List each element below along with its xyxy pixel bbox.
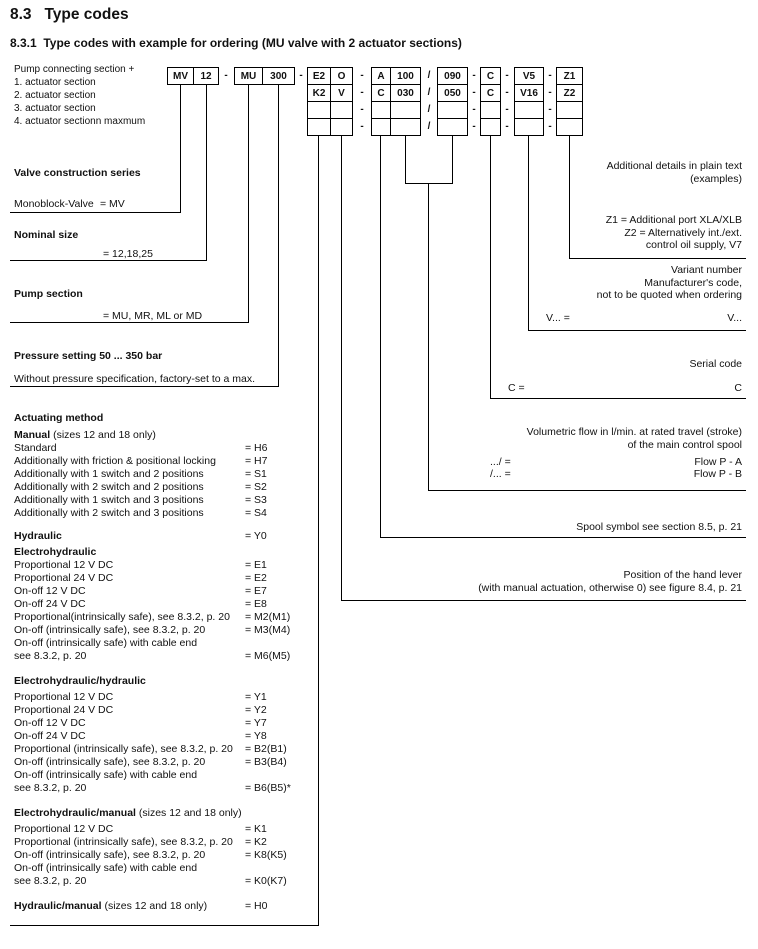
code-box-r1-size: 12	[193, 67, 219, 85]
variant-number-title	[597, 264, 742, 302]
separator-dash: -	[360, 104, 364, 115]
actuating-row-code: = M2(M1)	[245, 611, 291, 623]
actuating-row	[14, 743, 394, 756]
actuating-row-bold: Hydraulic	[14, 530, 62, 542]
separator-dash: -	[224, 70, 228, 81]
actuating-row	[14, 675, 394, 688]
code-box-r3-flow-b	[437, 101, 468, 119]
separator-slash: /	[427, 87, 431, 98]
code-box-r3-serial	[480, 101, 501, 119]
actuating-row-code: = H7	[245, 455, 268, 467]
separator-slash: /	[427, 121, 431, 132]
separator-dash: -	[299, 70, 303, 81]
pump-section-code: = MU, MR, ML or MD	[103, 310, 203, 322]
code-box-r1-flow-b: 090	[437, 67, 468, 85]
code-box-r1-pump: MU	[234, 67, 263, 85]
line-serial-code	[490, 398, 746, 399]
code-box-r2-variant: V16	[514, 84, 544, 102]
serial-left-code: C =	[508, 382, 525, 394]
serial-right-code: C	[734, 382, 742, 394]
actuating-row	[14, 429, 394, 442]
actuating-row-text: Proportional(intrinsically safe), see 8.3.2, p. 20	[14, 611, 230, 623]
heading-nominal-size: Nominal size	[14, 229, 79, 241]
code-box-r1-variant: V5	[514, 67, 544, 85]
separator-dash: -	[548, 87, 552, 98]
variant-title-line: Manufacturer's code,	[644, 276, 742, 289]
code-box-r3-variant	[514, 101, 544, 119]
separator-dash: -	[360, 87, 364, 98]
code-box-r4-flow-b	[437, 118, 468, 136]
actuating-row-text: On-off 24 V DC	[14, 730, 86, 742]
actuating-row-text: On-off 24 V DC	[14, 598, 86, 610]
actuating-row-code: = B6(B5)*	[245, 782, 291, 794]
actuating-row	[14, 691, 394, 704]
volumetric-flow-title	[527, 426, 742, 451]
actuating-row-text: Proportional 12 V DC	[14, 559, 114, 571]
actuating-row-text: Additionally with 1 switch and 2 positions	[14, 468, 204, 480]
actuating-row	[14, 900, 394, 913]
code-box-r1-spool: A	[371, 67, 391, 85]
actuating-row-text: Additionally with 2 switch and 2 positions	[14, 481, 204, 493]
separator-dash: -	[505, 121, 509, 132]
code-box-r2-plain: Z2	[556, 84, 583, 102]
variant-left-code: V... =	[546, 312, 570, 324]
actuating-row-code: = Y1	[245, 691, 267, 703]
pump-connecting-label	[14, 63, 145, 128]
code-box-r3-spool	[371, 101, 391, 119]
actuating-row-text: On-off (intrinsically safe) with cable end	[14, 769, 198, 781]
plain-text-title	[607, 160, 742, 185]
label-line: 1. actuator section	[14, 77, 96, 88]
actuating-row	[14, 862, 394, 875]
variant-title-line: Variant number	[670, 264, 742, 276]
code-box-r2-spool: C	[371, 84, 391, 102]
actuating-row-text: Additionally with 1 switch and 3 positions	[14, 494, 204, 506]
code-box-r4-spool	[371, 118, 391, 136]
actuating-row-text: On-off (intrinsically safe), see 8.3.2, p. 20	[14, 756, 206, 768]
actuating-row-text: On-off 12 V DC	[14, 585, 86, 597]
actuating-row-code: = K2	[245, 836, 267, 848]
separator-dash: -	[360, 121, 364, 132]
separator-dash: -	[472, 87, 476, 98]
actuating-row	[14, 836, 394, 849]
actuating-row-text: (sizes 12 and 18 only)	[135, 807, 242, 819]
actuating-row	[14, 849, 394, 862]
flow-b-row	[0, 468, 742, 480]
flow-a-right-label: Flow P - A	[694, 456, 742, 468]
line-hand-lever	[341, 600, 746, 601]
line-pressure-column	[278, 85, 279, 386]
actuating-row-code: = E7	[245, 585, 267, 597]
code-box-r4-variant	[514, 118, 544, 136]
code-box-r1-flow-a: 100	[390, 67, 421, 85]
code-box-r3-act	[307, 101, 331, 119]
plain-text-example: control oil supply, V7	[645, 239, 742, 251]
plain-text-example: Z1 = Additional port XLA/XLB	[605, 214, 742, 226]
code-box-r4-plain	[556, 118, 583, 136]
actuating-row-text: (sizes 12 and 18 only)	[50, 429, 156, 441]
actuating-row-code: = E1	[245, 559, 267, 571]
heading-pressure-setting: Pressure setting 50 ... 350 bar	[14, 350, 163, 362]
actuating-row-text: On-off 12 V DC	[14, 717, 86, 729]
variant-title-line: not to be quoted when ordering	[596, 289, 742, 301]
actuating-row-code: = K8(K5)	[245, 849, 287, 861]
actuating-row-text: Proportional (intrinsically safe), see 8.3.2, p. 20	[14, 743, 233, 755]
code-box-r1-press: 300	[262, 67, 295, 85]
line-size-column	[206, 85, 207, 260]
flow-b-left-code: /... =	[490, 468, 511, 480]
section-title: 8.3 Type codes	[10, 6, 129, 23]
actuating-row-text: Additionally with 2 switch and 3 positions	[14, 507, 204, 519]
actuating-row	[14, 782, 394, 795]
code-box-r1-plain: Z1	[556, 67, 583, 85]
line-variant-column	[528, 136, 529, 330]
code-box-r3-flow-a	[390, 101, 421, 119]
actuating-row-text: Proportional 12 V DC	[14, 823, 114, 835]
line-plain-text	[569, 258, 746, 259]
valve-series-code: = MV	[100, 198, 125, 210]
actuating-row-text: On-off (intrinsically safe) with cable end	[14, 862, 198, 874]
plain-text-example: Z2 = Alternatively int./ext.	[624, 226, 742, 239]
actuating-row-code: = K0(K7)	[245, 875, 287, 887]
actuating-row	[14, 530, 394, 543]
plain-text-examples	[606, 214, 742, 252]
actuating-row	[14, 637, 394, 650]
line-flow-a-column	[405, 136, 406, 183]
line-spool-symbol	[380, 537, 746, 538]
separator-dash: -	[472, 104, 476, 115]
heading-valve-series: Valve construction series	[14, 167, 141, 179]
separator-dash: -	[505, 70, 509, 81]
actuating-row-text: Standard	[14, 442, 57, 454]
actuating-row-code: = E8	[245, 598, 267, 610]
label-line: 3. actuator section	[14, 103, 96, 114]
actuating-row-code: = B2(B1)	[245, 743, 287, 755]
actuating-row	[14, 769, 394, 782]
actuating-row	[14, 730, 394, 743]
line-flow-b-column	[452, 136, 453, 183]
line-volumetric-flow	[428, 490, 746, 491]
actuating-row-code: = Y8	[245, 730, 267, 742]
actuating-row-text: see 8.3.2, p. 20	[14, 650, 87, 662]
code-box-r2-serial: C	[480, 84, 501, 102]
plain-text-title-line: Additional details in plain text	[606, 160, 742, 172]
hand-lever-line: Position of the hand lever	[623, 569, 742, 581]
actuating-row-code: = M6(M5)	[245, 650, 291, 662]
actuating-row	[14, 756, 394, 769]
line-variant-number	[528, 330, 746, 331]
flow-b-right-label: Flow P - B	[693, 468, 742, 480]
pressure-setting-note: Without pressure specification, factory-set to a max.	[14, 373, 256, 385]
actuating-row-text: On-off (intrinsically safe), see 8.3.2, p. 20	[14, 624, 206, 636]
actuating-row	[14, 494, 394, 507]
actuating-row	[14, 624, 394, 637]
label-line: 4. actuator sectionn maxmum	[14, 116, 146, 127]
heading-pump-section: Pump section	[14, 288, 83, 300]
nominal-size-code: = 12,18,25	[103, 248, 153, 260]
flow-title-line: of the main control spool	[627, 438, 742, 451]
actuating-row-text: On-off (intrinsically safe) with cable end	[14, 637, 198, 649]
code-box-r3-lever	[330, 101, 353, 119]
actuating-row-bold: Electrohydraulic/manual	[14, 807, 136, 819]
separator-dash: -	[548, 104, 552, 115]
code-box-r4-flow-a	[390, 118, 421, 136]
separator-slash: /	[427, 104, 431, 115]
actuating-row-code: = Y7	[245, 717, 267, 729]
actuating-row	[14, 585, 394, 598]
actuating-row-text: Additionally with friction & positional locking	[14, 455, 216, 467]
line-mv-column	[180, 85, 181, 212]
actuating-row	[14, 875, 394, 888]
separator-dash: -	[505, 87, 509, 98]
line-pump-column	[248, 85, 249, 322]
actuating-row-text: Proportional 24 V DC	[14, 704, 114, 716]
code-box-r1-lever: O	[330, 67, 353, 85]
actuating-row	[14, 717, 394, 730]
separator-dash: -	[548, 121, 552, 132]
actuating-row	[14, 572, 394, 585]
actuating-row	[14, 546, 394, 559]
actuating-row-text: Proportional 12 V DC	[14, 691, 114, 703]
code-box-r2-flow-a: 030	[390, 84, 421, 102]
actuating-row-text: Proportional 24 V DC	[14, 572, 114, 584]
line-serial-column	[490, 136, 491, 398]
separator-dash: -	[472, 70, 476, 81]
flow-a-row	[0, 456, 742, 468]
actuating-row-text: see 8.3.2, p. 20	[14, 875, 87, 887]
actuating-row-code: = S3	[245, 494, 267, 506]
line-flow-join	[405, 183, 453, 184]
serial-code-title: Serial code	[689, 358, 742, 370]
code-box-r4-act	[307, 118, 331, 136]
actuating-method-list	[14, 429, 394, 913]
label-line: Pump connecting section +	[14, 64, 135, 75]
actuating-row	[14, 481, 394, 494]
actuating-row-bold: Electrohydraulic/hydraulic	[14, 675, 146, 687]
code-box-r2-flow-b: 050	[437, 84, 468, 102]
actuating-row-code: = H6	[245, 442, 268, 454]
code-box-r3-plain	[556, 101, 583, 119]
valve-series-label: Monoblock-Valve	[14, 198, 94, 210]
subsection-title: 8.3.1 Type codes with example for ordering (MU valve with 2 actuator sections)	[10, 36, 462, 50]
actuating-row	[14, 598, 394, 611]
serial-code-row	[0, 382, 742, 394]
hand-lever-note	[478, 569, 742, 594]
code-box-r1-serial: C	[480, 67, 501, 85]
actuating-row	[14, 559, 394, 572]
label-line: 2. actuator section	[14, 90, 96, 101]
actuating-row	[14, 507, 394, 520]
actuating-row-text: see 8.3.2, p. 20	[14, 782, 87, 794]
separator-dash: -	[505, 104, 509, 115]
variant-code-row	[0, 312, 742, 324]
actuating-row-code: = S2	[245, 481, 267, 493]
actuating-row-code: = K1	[245, 823, 267, 835]
line-valve-series	[10, 212, 181, 213]
spool-symbol-note: Spool symbol see section 8.5, p. 21	[576, 521, 742, 533]
actuating-row-code: = B3(B4)	[245, 756, 287, 768]
line-flow-merged	[428, 183, 429, 490]
actuating-row-bold: Hydraulic/manual	[14, 900, 102, 912]
separator-dash: -	[360, 70, 364, 81]
actuating-row-code: = S4	[245, 507, 267, 519]
separator-dash: -	[548, 70, 552, 81]
flow-title-line: Volumetric flow in l/min. at rated travel (stroke)	[526, 426, 742, 438]
actuating-row-text: On-off (intrinsically safe), see 8.3.2, p. 20	[14, 849, 206, 861]
actuating-row-code: = M3(M4)	[245, 624, 291, 636]
hand-lever-line: (with manual actuation, otherwise 0) see figure 8.4, p. 21	[478, 581, 742, 594]
actuating-row-bold: Manual	[14, 429, 51, 441]
actuating-row	[14, 442, 394, 455]
code-box-r4-serial	[480, 118, 501, 136]
actuating-row	[14, 650, 394, 663]
actuating-row-code: = Y0	[245, 530, 267, 542]
separator-slash: /	[427, 70, 431, 81]
separator-dash: -	[472, 121, 476, 132]
code-box-r1-mv: MV	[167, 67, 194, 85]
heading-actuating-method: Actuating method	[14, 412, 104, 424]
line-plain-column	[569, 136, 570, 258]
code-box-r1-act: E2	[307, 67, 331, 85]
code-box-r4-lever	[330, 118, 353, 136]
actuating-row-code: = S1	[245, 468, 267, 480]
variant-right-code: V...	[727, 312, 742, 324]
actuating-row	[14, 704, 394, 717]
flow-a-left-code: .../ =	[490, 456, 511, 468]
actuating-row-text: Proportional (intrinsically safe), see 8.3.2, p. 20	[14, 836, 233, 848]
actuating-row	[14, 611, 394, 624]
line-actuating-method	[10, 925, 319, 926]
actuating-row-text: (sizes 12 and 18 only)	[101, 900, 208, 912]
actuating-row-code: = Y2	[245, 704, 267, 716]
code-box-r2-act: K2	[307, 84, 331, 102]
actuating-row-code: = E2	[245, 572, 267, 584]
code-box-r2-lever: V	[330, 84, 353, 102]
actuating-row	[14, 823, 394, 836]
actuating-row-bold: Electrohydraulic	[14, 546, 97, 558]
actuating-row-code: = H0	[245, 900, 268, 912]
plain-text-title-line: (examples)	[690, 172, 742, 185]
actuating-row	[14, 807, 394, 820]
